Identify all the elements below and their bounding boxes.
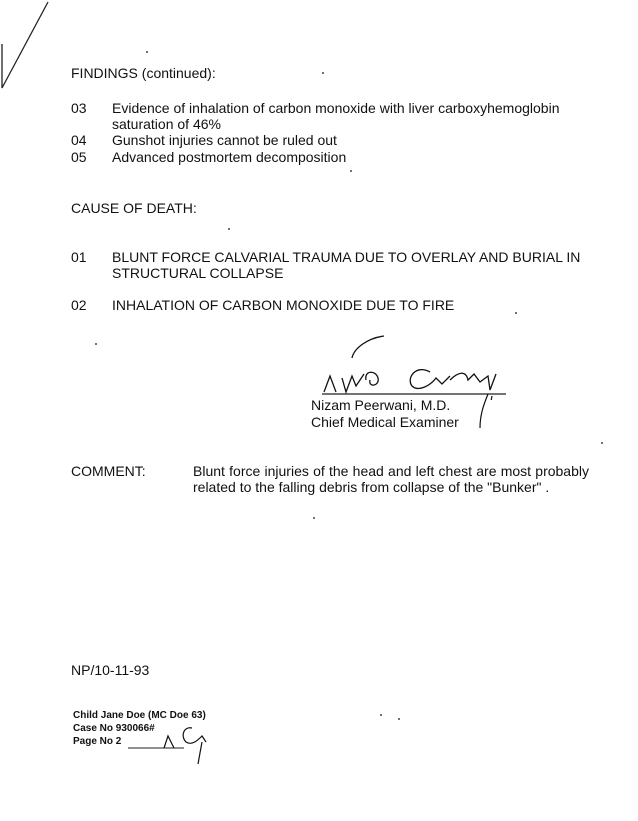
finding-text: Evidence of inhalation of carbon monoxide with liver carboxyhemoglobin saturation of 46% — [112, 100, 560, 132]
scan-speck — [228, 228, 230, 230]
finding-text: Gunshot injuries cannot be ruled out — [112, 132, 337, 148]
footer-page-number: Page No 2 — [73, 736, 122, 747]
reference-initials: NP/10-11-93 — [71, 662, 150, 678]
comment-label: COMMENT: — [71, 463, 146, 479]
scan-speck — [322, 72, 324, 74]
finding-number: 03 — [71, 100, 87, 116]
scan-speck — [350, 170, 352, 172]
finding-number: 04 — [71, 132, 87, 148]
corner-pen-mark — [0, 0, 60, 90]
cause-text: INHALATION OF CARBON MONOXIDE DUE TO FIRE — [112, 297, 455, 313]
footer-case-name: Child Jane Doe (MC Doe 63) — [73, 710, 206, 721]
footer-initials-signature — [128, 718, 218, 770]
examiner-title: Chief Medical Examiner — [311, 414, 459, 430]
cause-text: BLUNT FORCE CALVARIAL TRAUMA DUE TO OVERLAY AND BURIAL IN STRUCTURAL COLLAPSE — [112, 249, 581, 281]
comment-text: Blunt force injuries of the head and left chest are most probably related to the falling debris from collapse of the "Bunker" . — [193, 463, 589, 495]
footer-case-number: Case No 930066# — [73, 723, 155, 734]
finding-number: 05 — [71, 149, 87, 165]
scan-speck — [398, 718, 400, 720]
handwritten-signature — [320, 330, 510, 400]
scan-speck — [601, 442, 603, 444]
finding-text: Advanced postmortem decomposition — [112, 149, 347, 165]
scan-speck — [146, 51, 148, 53]
scan-speck — [380, 714, 382, 716]
findings-heading: FINDINGS (continued): — [71, 65, 216, 81]
cause-number: 01 — [71, 249, 87, 265]
examiner-name: Nizam Peerwani, M.D. — [311, 397, 451, 413]
cause-number: 02 — [71, 297, 87, 313]
scan-speck — [313, 517, 315, 519]
scan-speck — [95, 343, 97, 345]
cause-of-death-heading: CAUSE OF DEATH: — [71, 200, 197, 216]
scan-speck — [515, 312, 517, 314]
signature-tail-mark — [474, 392, 494, 432]
